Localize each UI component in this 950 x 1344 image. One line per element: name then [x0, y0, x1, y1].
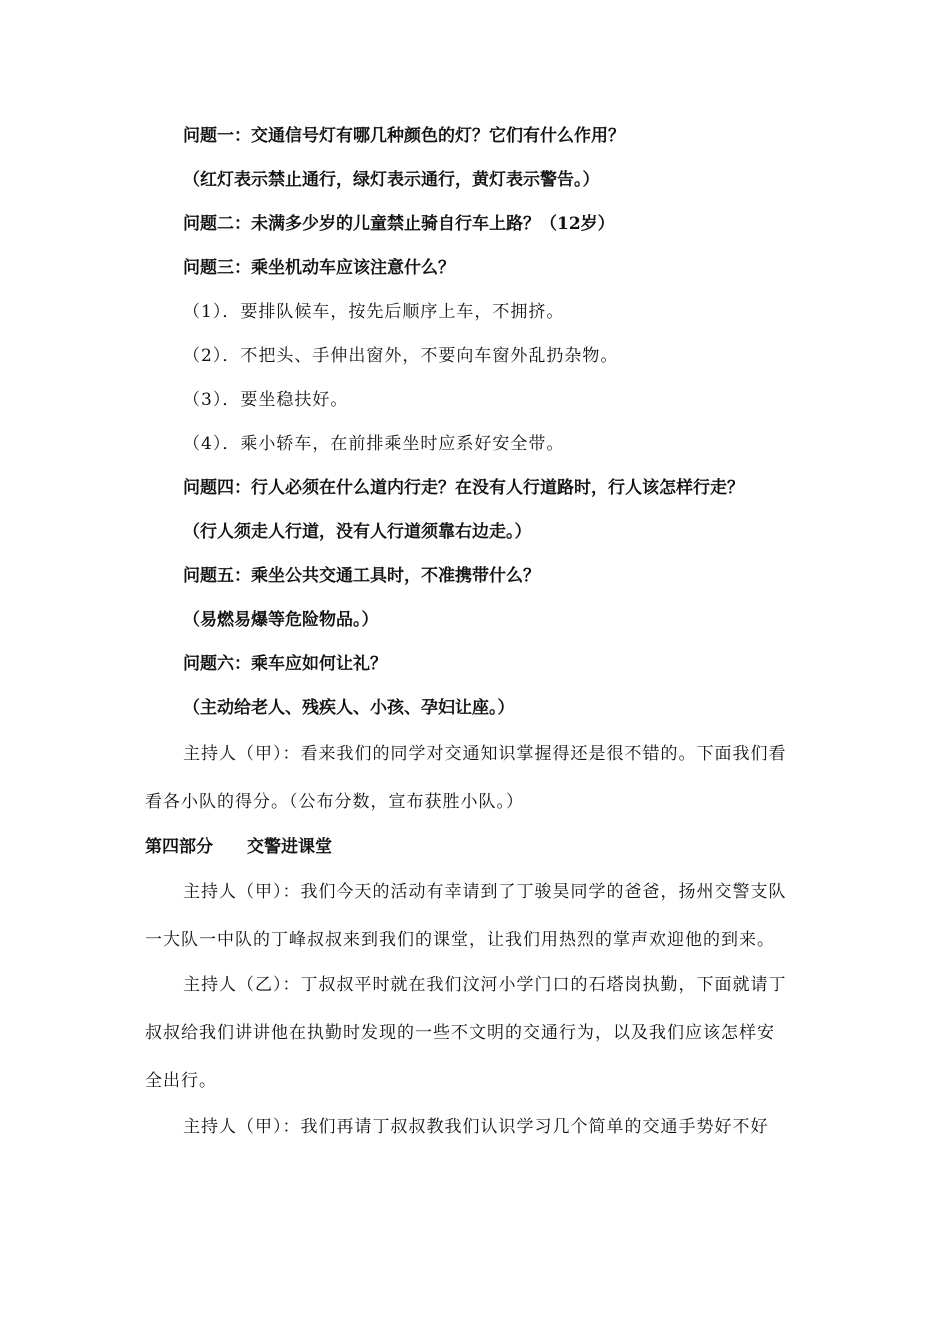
- answer-3-item-2: （2）．不把头、手伸出窗外，不要向车窗外乱扔杂物。: [183, 346, 619, 366]
- host-b-paragraph-line-2: 叔叔给我们讲讲他在执勤时发现的一些不文明的交通行为，以及我们应该怎样安: [145, 1023, 775, 1043]
- answer-3-item-1: （1）．要排队候车，按先后顺序上车，不拥挤。: [183, 302, 565, 322]
- answer-1: （红灯表示禁止通行，绿灯表示通行，黄灯表示警告。）: [183, 170, 600, 190]
- question-3: 问题三：乘坐机动车应该注意什么？: [183, 258, 455, 278]
- host-a-paragraph-2-line-1: 主持人（甲）：我们今天的活动有幸请到了丁骏昊同学的爸爸，扬州交警支队: [183, 882, 787, 902]
- host-a-paragraph-3-line-1: 主持人（甲）：我们再请丁叔叔教我们认识学习几个简单的交通手势好不好: [183, 1117, 769, 1137]
- host-b-paragraph-line-1: 主持人（乙）：丁叔叔平时就在我们汶河小学门口的石塔岗执勤，下面就请丁: [183, 975, 787, 995]
- question-2: 问题二：未满多少岁的儿童禁止骑自行车上路？（12岁）: [183, 214, 615, 234]
- host-a-paragraph-2-line-2: 一大队一中队的丁峰叔叔来到我们的课堂，让我们用热烈的掌声欢迎他的到来。: [145, 930, 775, 950]
- question-4: 问题四：行人必须在什么道内行走？在没有人行道路时，行人该怎样行走？: [183, 478, 744, 498]
- question-5: 问题五：乘坐公共交通工具时，不准携带什么？: [183, 566, 540, 586]
- question-1: 问题一：交通信号灯有哪几种颜色的灯？它们有什么作用？: [183, 126, 625, 146]
- host-a-paragraph-1-line-2: 看各小队的得分。（公布分数，宣布获胜小队。）: [145, 792, 524, 812]
- host-a-paragraph-1-line-1: 主持人（甲）：看来我们的同学对交通知识掌握得还是很不错的。下面我们看: [183, 744, 787, 764]
- answer-4: （行人须走人行道，没有人行道须靠右边走。）: [183, 522, 532, 542]
- section-heading: 第四部分 交警进课堂: [145, 837, 332, 857]
- host-b-paragraph-line-3: 全出行。: [145, 1071, 217, 1091]
- answer-5: （易燃易爆等危险物品。）: [183, 610, 379, 630]
- answer-3-item-3: （3）．要坐稳扶好。: [183, 390, 349, 410]
- answer-6: （主动给老人、残疾人、小孩、孕妇让座。）: [183, 698, 515, 718]
- answer-3-item-4: （4）．乘小轿车，在前排乘坐时应系好安全带。: [183, 434, 565, 454]
- question-6: 问题六：乘车应如何让礼？: [183, 654, 387, 674]
